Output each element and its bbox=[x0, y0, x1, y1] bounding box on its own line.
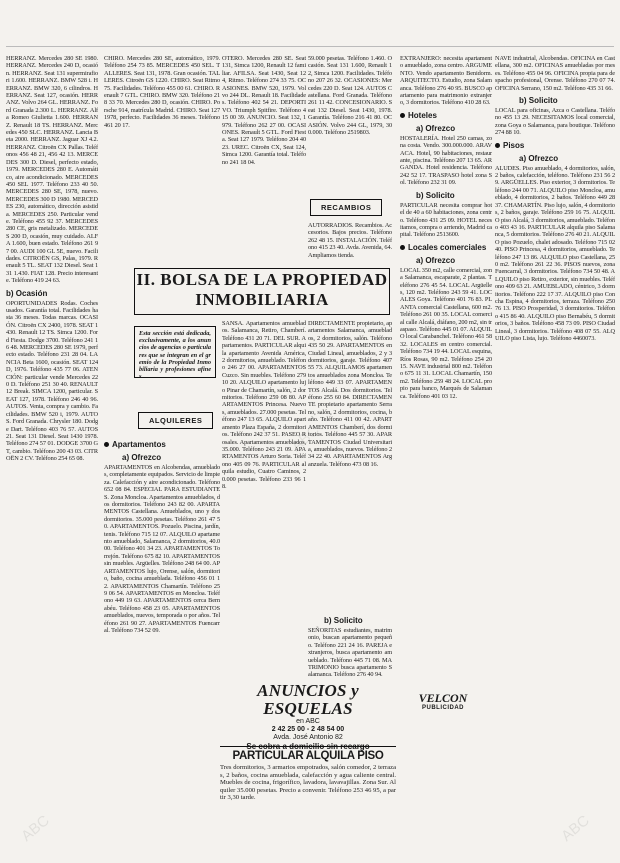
column-4-top bbox=[308, 55, 392, 195]
column-1 bbox=[6, 55, 98, 855]
classified-text: 59.000 pesetas. Teléfono 1.460. Ocasión. Seat 131 1.600, Renault 12, Simca 1200. Facilidades. Teléfono 207 26 32. OCASIONES: Mercedes 220 D. Seat 124. AUTOS Castellana. Ford Granada. Teléfono 261 11 42. CONCESIONARIO. Seat 132 Diesel. Seat 1430, 1978. Garantía. Teléfono 216 41 80. OCASIÓN. Volvo 244 GL, 1979, 300.000. Teléfono 2519803. bbox=[308, 55, 392, 137]
banner-title: II. BOLSA DE LA PROPIEDAD bbox=[136, 270, 388, 289]
section-ofrezco: a) Ofrezco bbox=[416, 255, 456, 265]
section-apartamentos: Apartamentos bbox=[104, 440, 220, 449]
classified-text: SANSA. Apartamentos amueblados. Salamanca, Retiro, Chamberí. Teléfono 431 20 71. DEL SUR. Apartamentos. PARTICULAR alquila apartamento Avenida América, 2 dormitorios, amueblado. Teléfono 246 27 00. APARTAMENTOS Cuzco. Sin muebles. Teléfono 279 10 20. ALQUILO apartamento lujo Pinar de Chamartín, salón, 2 dormitorios. Teléfono 259 08 80. APARTAMENTOS Princesa. Nuevos, amueblados. 27.000 pesetas. Teléfono 247 13 65. ALQUILO apartamento Plaza España, 2 dormitorios. Teléfono 242 37 51. PASEO Rosales. Apartamentos amueblados, 35.000. Teléfono 243 21 09. APARTAMENTOS Arturo Soria. Teléfono 405 09 76. PARTICULAR alquila estudio, Cuatro Caminos, 20.000 pesetas. Teléfono 233 96 18. bbox=[222, 320, 306, 490]
classified-text: SEÑORITAS estudiantes, matrimonio, buscan apartamento pequeño. Teléfono 221 24 16. PAREJA extranjeros, busca apartamento amueblado. Teléfono 445 71 08. MATRIMONIO busca apartamento Salamanca. Teléfono 276 40 94. bbox=[308, 627, 392, 679]
classified-text: OTERO. Mercedes 280 SE. Seat 131, Simca 1200, Renault 12 familiar. AFILSA. Seat 1430, Seat 124, Ritmo. Teléfono 274 33 75. OCASIONES. BMW 520, 1979. Volvo 244 DL. Renault 18. Facilidades. Teléfono 402 54 21. DEPORTIVO. Triumph Spitfire. Teléfono 415 00 39. ANUNCIO. Seat 132, 1979. Teléfono 262 27 00. OCASIONES. Renault 5 GTL. Ford Fiesta. Seat 127 1979. Teléfono 204 40 23. UREC. Citroën CX, Seat 124, Simca 1200. Garantía total. Teléfono 241 18 04. bbox=[222, 55, 306, 166]
abc-ad bbox=[222, 681, 394, 751]
column-3-bottom bbox=[222, 320, 306, 680]
column-3-top bbox=[222, 55, 306, 265]
column-2-bottom bbox=[104, 436, 220, 861]
classified-text: NAVE industrial, Alcobendas. OFICINA en Castellana, 300 m2. OFICINAS amuebladas por meses. Teléfono 455 04 96. OFICINA propia para despacho profesional, Orense. Teléfono 270 07 74. OFICINA Serrano, 150 m2. Teléfono 435 31 66. bbox=[495, 55, 615, 92]
classified-text: DIRECTAMENTE propietario, apartamentos Salamanca, amueblados, 2 dormitorios, salón. Teléfono 435 50 29. APARTAMENTOS en Ciudad Lineal, amueblados, 2 y 3 dormitorios, garaje. Teléfono 407 55 73. ALQUILAMOS apartamentos amueblados zona Moncloa. Teléfono 449 33 07. APARTAMENTOS Alcalá. Dos dormitorios. Teléfono 255 60 84. DIRECTAMENTE propietario apartamento Serrano, salón, 2 dormitorios, cocina, baño. Teléfono 411 00 42. APARTAMENTOS Chamberí, dos dormitorios. Teléfono 445 57 30. APARTAMENTOS Ciudad Universitaria, amueblados, nuevos. Teléfono 234 22 40. APARTAMENTOS Arganzuela. Teléfono 473 08 16. bbox=[308, 320, 392, 468]
ad-phones: 2 42 25 00 - 2 48 54 00 bbox=[271, 726, 345, 733]
velcon-sub: PUBLICIDAD bbox=[422, 705, 464, 711]
classified-text: APARTAMENTOS en Alcobendas, amueblados, completamente equipados. Servicio de limpieza. Calefacción y aire acondicionado. Teléfono 652 08 84. ESPECIAL PARA ESTUDIANTES. Zona Moncloa. Apartamentos amueblados, dos dormitorios. Teléfono 243 82 00. APARTAMENTOS Castellana. Amueblados, uno y dos dormitorios. 35.000 pesetas. Teléfono 261 47 50. APARTAMENTOS. Pozuelo. Piscina, jardín, tenis. Teléfono 715 12 07. ALQUILO apartamento amueblado, Salamanca, 2 dormitorios, 40.000. Teléfono 401 34 23. APARTAMENTOS Torrejón. Teléfono 675 82 10. APARTAMENTOS sin muebles. Argüelles. Teléfono 248 64 00. APARTAMENTOS lujo, Orense, salón, dormitorio, baño, cocina amueblada. Teléfono 456 01 12. APARTAMENTOS Chamartín. Teléfono 259 06 54. APARTAMENTOS en Moncloa. Teléfono 449 19 63. APARTAMENTOS cerca Bernabéu. Teléfono 458 23 05. APARTAMENTOS amueblados, nuevos, temporada o por años. Teléfono 261 90 27. APARTAMENTOS Fuencarral. Teléfono 734 52 09. bbox=[104, 464, 220, 634]
section-ocasion: b) Ocasión bbox=[6, 288, 48, 298]
banner-subtitle: INMOBILIARIA bbox=[195, 290, 329, 309]
recambios-box bbox=[310, 197, 382, 216]
watermark: ABC bbox=[288, 422, 323, 455]
velcon-logo bbox=[400, 692, 486, 711]
section-pisos: Pisos bbox=[495, 141, 615, 150]
ad-service: Se cobra a domicilio sin recargo bbox=[246, 742, 370, 751]
ad-subtitle: en ABC bbox=[296, 718, 320, 725]
section-ofrezco: a) Ofrezco bbox=[122, 453, 162, 462]
bolsa-banner bbox=[134, 268, 390, 315]
velcon-brand: VELCON bbox=[418, 691, 468, 705]
column-5 bbox=[400, 55, 492, 860]
column-6 bbox=[495, 55, 615, 860]
section-solicito: b) Solicito bbox=[324, 616, 363, 625]
alquileres-label: ALQUILERES bbox=[138, 412, 213, 429]
ad-title: ANUNCIOS y ESQUELAS bbox=[257, 681, 359, 718]
classified-text: AUTORRADIOS. Recambios. Accesorios. Bajos precios. Teléfono 262 48 15. INSTALACIÓN. Teléfono 415 23 40. Avda. Avenida, 64. Ampliamos tienda. bbox=[308, 222, 392, 259]
classified-text: ALUDES. Piso amueblado, 4 dormitorios, salón, 2 baños, calefacción, teléfono. Teléfono 231 56 29. ARGÜELLES. Piso exterior, 3 dormitorios. Teléfono 244 00 71. ALQUILO piso Moncloa, amueblado, 4 dormitorios, 2 baños. Teléfono 449 28 37. CHAMARTÍN. Piso lujo, salón, 4 dormitorios, 2 baños, garaje. Teléfono 259 16 75. ALQUILO piso Alcalá, 3 dormitorios, amueblado. Teléfono 403 43 16. PARTICULAR alquila piso Salamanca, 5 dormitorios. Teléfono 276 40 21. ALQUILO piso Pozuelo, chalet adosado. Teléfono 715 02 40. PISO Princesa, 4 dormitorios, amueblado. Teléfono 247 13 86. ALQUILO piso Castellana, 250 m2. Teléfono 261 22 36. PISOS nuevos, zona Fuencarral, 3 dormitorios. Teléfono 734 50 48. ALQUILO piso Retiro, exterior, sin muebles. Teléfono 409 63 21. AMUEBLADO, céntrico, 3 dormitorios. Teléfono 222 17 37. ALQUILO piso Concha Espina, 4 dormitorios, terraza. Teléfono 250 76 13. PISO Prosperidad, 3 dormitorios. Teléfono 415 86 40. ALQUILO piso Bernabéu, 5 dormitorios, 3 baños. Teléfono 458 73 09. PISO Ciudad Lineal, 3 dormitorios. Teléfono 408 07 55. ALQUILO piso Lista, lujo. Teléfono 4460073. bbox=[495, 164, 615, 342]
particular-body: Tres dormitorios, 3 armarios empotrados, salón comedor, 2 terrazas, 2 baños, cocina amueblada, calefacción y agua caliente central. Muebles de cocina, frigorífico, lavadora, lavavajillas. Zona Sur. Alquiler 35.000 pesetas. Precio a convenir. Teléfono 253 46 95, a partir 3,30 tarde. bbox=[220, 764, 396, 802]
watermark: ABC bbox=[18, 812, 53, 845]
classified-text: PARTICULAR necesita comprar hotel de 40 a 60 habitaciones, zona centro. Teléfono 431 25 09. HOTEL necesitamos, compra o arriendo, Madrid capital. Teléfono 2513600. bbox=[400, 201, 492, 239]
section-locales: Locales comerciales bbox=[400, 243, 492, 252]
classified-text: LOCAL 350 m2, calle comercial, zona Salamanca, escaparate, 2 plantas. Teléfono 276 45 54. LOCAL Argüelles, 120 m2. Teléfono 243 59 41. LOCALES Goya. Teléfono 401 76 83. PLANTA comercial Castellana, 600 m2. Teléfono 261 00 35. LOCAL comercial calle Alcalá, diáfano, 200 m2, sin traspaso. Teléfono 445 01 07. ALQUILO local Carabanchel. Teléfono 461 58 32. LOCALES en centro comercial. Teléfono 734 19 44. LOCAL esquina, Ríos Rosas, 90 m2. Teléfono 254 20 15. NAVE industrial 800 m2. Teléfono 675 11 31. LOCAL Chamartín, 150 m2. Teléfono 259 48 24. LOCAL propio para banco, Marqués de Salamanca. Teléfono 401 03 12. bbox=[400, 266, 492, 400]
recambios-label: RECAMBIOS bbox=[310, 199, 382, 216]
classified-text: OPORTUNIDADES Rodas. Coches usados. Garantía total. Facilidades hasta 36 meses. Todas marcas. OCASIÓN. Citroën CX 2400, 1978. SEAT 1430. Renault 12 TS. Simca 1200. Ford Fiesta. Dodge 3700. Teléfono 241 16 48. MERCEDES 280 SE 1979, perfecto estado. Teléfono 231 28 04. LANCIA Beta 1600, ocasión. SEAT 124 D, 1976. Teléfono 435 77 06. ATENCIÓN: particular vende Mercedes 220 D. Teléfono 251 30 40. RENAULT 12 Break. SIMCA 1200, particular. SEAT 127, 1978. Teléfono 246 40 96. AUTOS. Venta, compra y cambio. Facilidades. BMW 520 i, 1979. AUTOS. Ford Granada. Chrysler 180. Dodge Dart. Teléfono 403 76 57. AUTOS 21. Seat 131 Diesel. Seat 1430 1978. Teléfono 274 57 01. DODGE 3700 GT, cambio. Teléfono 200 43 03. CITROËN 2 CV. Teléfono 254 65 08. bbox=[6, 299, 98, 463]
section-ofrezco: a) Ofrezco bbox=[416, 123, 456, 133]
classified-text: HOSTALERÍA. Hotel 250 camas, zona costa. Vendo. 300.000.000. ARAVACA. Hotel, 90 habitaciones, restaurante, piscina. Teléfono 207 13 65. ARGANDA. Hotel residencia. Teléfono 242 52 17. TRASPASO hotel zona Sol. Teléfono 232 31 09. bbox=[400, 134, 492, 187]
section-ofrezco: a) Ofrezco bbox=[519, 153, 559, 163]
watermark: ABC bbox=[558, 812, 593, 845]
column-2-top bbox=[104, 55, 220, 265]
ad-address: Avda. José Antonio 82 bbox=[273, 734, 343, 741]
classified-text: EXTRANJERO: necesita apartamento amueblado, zona centro. ARGUMENTO. Vendo apartamento Benidorm. ARQUITECTO. Estudio, zona Salamanca. Teléfono 276 40 95. BUSCO apartamento para matrimonio extranjero, 3 dormitorios. Teléfono 410 28 63. bbox=[400, 55, 492, 107]
alquileres-box bbox=[138, 410, 213, 429]
section-notice: Esta sección está dedicada, exclusivamente, a los anuncios de agencias o particulares que se integran en el gremio de la Propiedad Inmobiliaria y profesiones afines. bbox=[134, 326, 216, 378]
column-4-recambios bbox=[308, 222, 392, 267]
classified-text: LOCAL para oficinas, Azca o Castellana. Teléfono 455 13 29. NECESITAMOS local comercial, zona Goya o Salamanca, para boutique. Teléfono 274 88 10. bbox=[495, 107, 615, 137]
section-hoteles: Hoteles bbox=[400, 111, 492, 120]
header-rule bbox=[6, 46, 614, 47]
particular-title: PARTICULAR ALQUILA PISO bbox=[220, 746, 396, 762]
column-4-middle bbox=[308, 320, 392, 610]
section-solicito: b) Solicito bbox=[519, 96, 558, 106]
classified-text: CHIRO. Mercedes 280 SE, automático, 1979. Teléfono 254 73 85. MERCEDES 450 SEL. TALLERES. Seat 131, 1978. Gran ocasión. TALLERES. Citroën GS 1220. CHIRO. Seat Ritmo 75. Facilidades. Teléfono 455 00 61. CHIRO. Renault 7 GTL. CHIRO. BMW 320. Teléfono 218 33 70. Mercedes 280 D, ocasión. CHIRO. Porsche 914, matrícula Madrid. CHIRO. Seat 127 1978, perfecto. Facilidades 36 meses. Teléfono 461 20 17. bbox=[104, 55, 220, 129]
column-4-solicito bbox=[308, 612, 392, 680]
section-solicito: b) Solicito bbox=[416, 190, 455, 200]
classified-text: HERRANZ. Mercedes 280 SE 1980. HERRANZ. Mercedes 240 D, ocasión. HERRANZ. Seat 131 supermirafiori 1.600. HERRANZ. BMW 528 i. HERRANZ. BMW 320, 6 cilindros. HERRANZ. Seat 127, ocasión. HERRANZ. Volvo 264 GL. HERRANZ. Ford Granada 2.300 L. HERRANZ. Alfa Romeo Giulietta 1.600. HERRANZ. Renault 18 TS. HERRANZ. Mercedes 450 SLC. HERRANZ. Lancia Beta 2000. HERRANZ. Jaguar XJ 4.2. HERRANZ. Citroën CX Pallas. Teléfonos 456 48 21, 456 42 13. MERCEDES 300 D. Diesel, perfecto estado, 1979. MERCEDES 280 E. Automático, aire acondicionado. MERCEDES 450 SEL 1977. Teléfono 233 40 50. MERCEDES 280 SE, 1978, nuevo. MERCEDES 300 D 1980. MERCEDES 230, automático, dirección asistida. MERCEDES 250. Particular vende. Teléfono 455 92 37. MERCEDES 280 CE, gris metalizado. MERCEDES 200 D, ocasión, muy cuidado. ALFA 1.600, buen estado. Teléfono 261 97 00. AUDI 100 GL 5E, nuevo. Facilidades. CITROËN GS, Palas, 1979. Renault 5 TL. SEAT 132 Diesel. Seat 131 1.430. FIAT 128. Precio interesante. Teléfono 419 24 63. bbox=[6, 55, 98, 285]
